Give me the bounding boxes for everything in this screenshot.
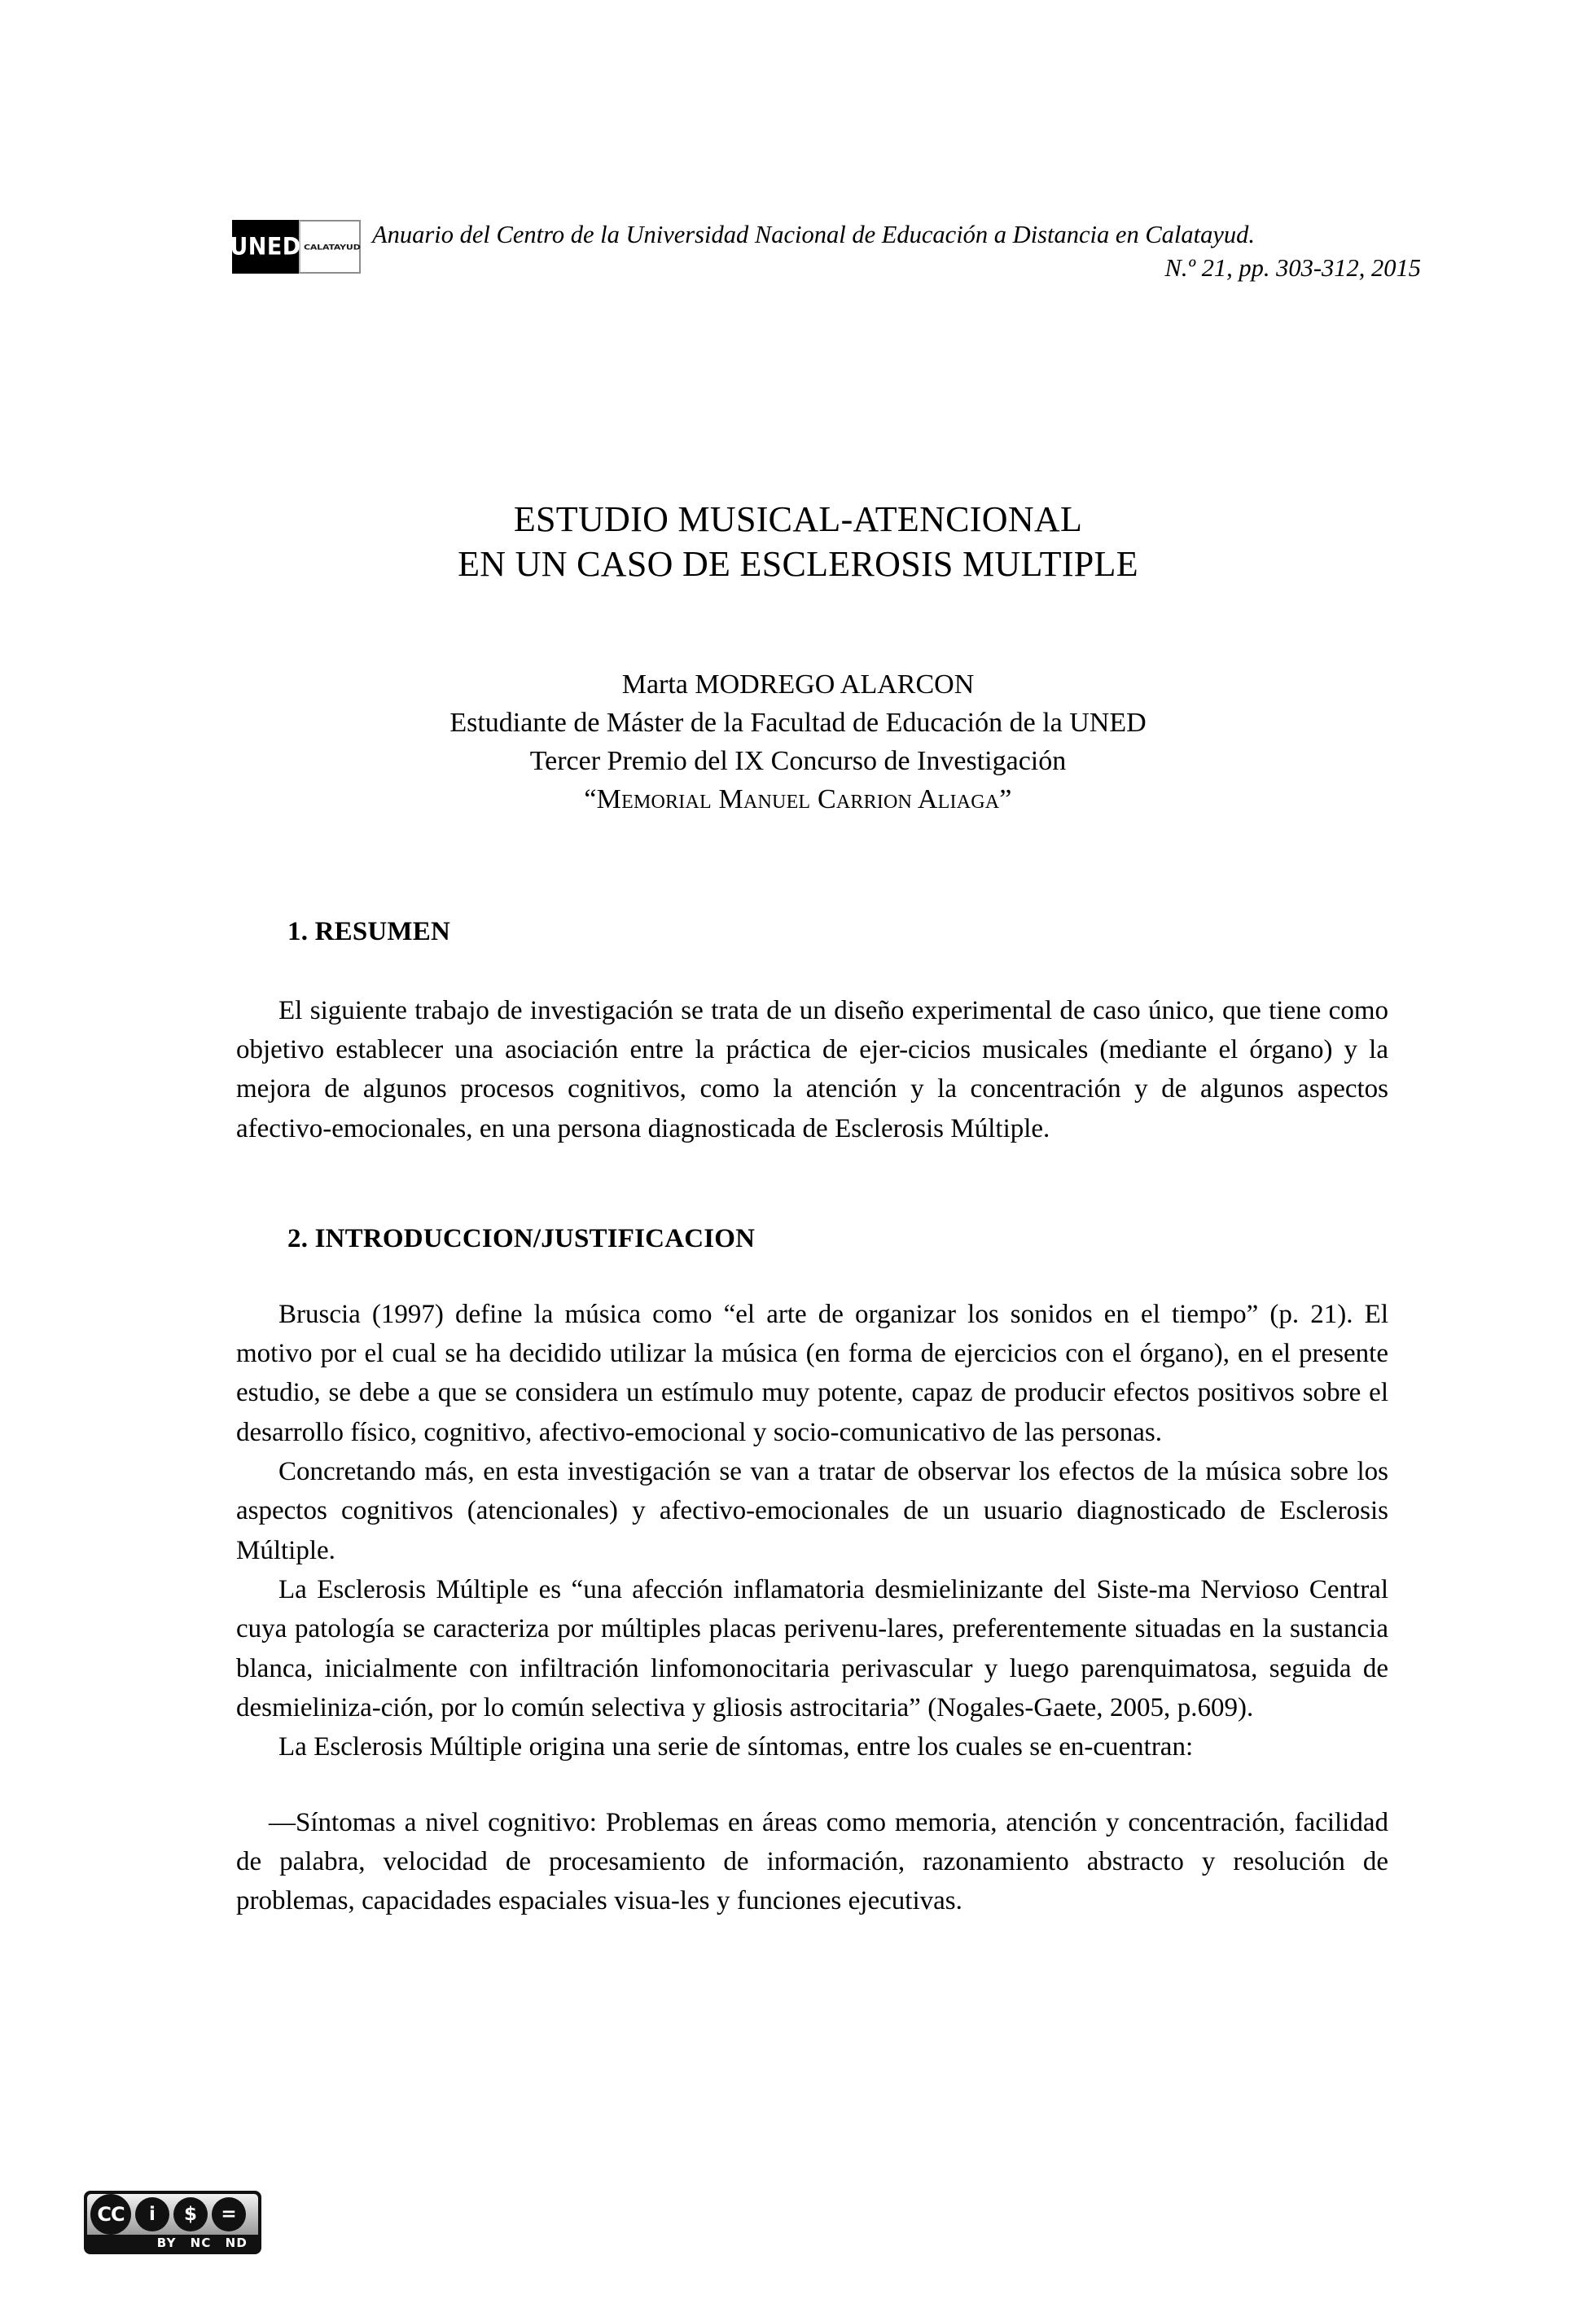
journal-issue-line: N.º 21, pp. 303-312, 2015 [1164, 254, 1421, 283]
cc-label-nd: ND [225, 2236, 248, 2250]
author-affiliation: Estudiante de Máster de la Facultad de Educación de la UNED [449, 707, 1147, 738]
cc-label-nc: NC [190, 2236, 212, 2250]
paragraph-introduccion-2: Concretando más, en esta investigación se van a tratar de observar los efectos de la música sobre los aspectos cognitivos (atencionales) y afectivo-emocionales de un usuario diagnosticado de Esclerosis Múltiple. [236, 1456, 1388, 1565]
creative-commons-badge [84, 2191, 261, 2254]
noderivatives-icon: = [212, 2197, 246, 2231]
journal-title-line: Anuario del Centro de la Universidad Nacional de Educación a Distancia en Calatayud. [372, 221, 1256, 248]
paragraph-introduccion-1: Bruscia (1997) define la música como “el arte de organizar los sonidos en el tiempo” (p. 21). El motivo por el cual se ha decidido utilizar la música (en forma de ejercicios con el órgano), en el presente estudio, se debe a que se considera un estímulo muy potente, capaz de producir efectos positivos sobre el desarrollo físico, cognitivo, afectivo-emocional y socio-comunicativo de las personas. [236, 1299, 1388, 1447]
uned-logo-mark [232, 220, 299, 274]
section-heading-introduccion: 2. INTRODUCCION/JUSTIFICACION [287, 1223, 756, 1253]
cc-label-row [87, 2235, 258, 2251]
uned-logo [232, 220, 361, 274]
creative-commons-icon: CC [90, 2194, 131, 2235]
uned-logo-campus-text: CALATAYUD [304, 242, 361, 252]
paragraph-sintomas-cognitivos: —Síntomas a nivel cognitivo: Problemas en áreas como memoria, atención y concentración, facilidad de palabra, velocidad de procesamiento de información, razonamiento abstracto y resolución de problemas, capacidades espaciales visua-les y funciones ejecutivas. [236, 1807, 1388, 1916]
author-block [187, 666, 1409, 819]
page-title [187, 497, 1409, 587]
uned-logo-campus-box [299, 220, 361, 274]
masthead [232, 218, 1421, 286]
noncommercial-icon: $ [173, 2197, 208, 2231]
paragraph-introduccion-3: La Esclerosis Múltiple es “una afección inflamatoria desmielinizante del Siste-ma Nervioso Central cuya patología se caracteriza por múltiples placas perivenu-lares, preferentemente situadas en la sustancia blanca, inicialmente con infiltración linfomonocitaria perivascular y luego parenquimatosa, seguida de desmieliniza-ción, por lo común selectiva y gliosis astrocitaria” (Nogales-Gaete, 2005, p.609). [236, 1574, 1388, 1722]
author-memorial: “Memorial Manuel Carrion Aliaga” [584, 783, 1012, 814]
cc-label-by: BY [156, 2236, 177, 2250]
page-title-line-2: EN UN CASO DE ESCLEROSIS MULTIPLE [458, 544, 1138, 585]
article-body [236, 916, 1388, 1921]
uned-logo-text: UNED [230, 233, 301, 261]
attribution-icon: i [135, 2197, 169, 2231]
section-heading-resumen: 1. RESUMEN [287, 917, 451, 946]
paragraph-introduccion-4: La Esclerosis Múltiple origina una serie de síntomas, entre los cuales se en-cuentran: [278, 1732, 1194, 1762]
author-award: Tercer Premio del IX Concurso de Investigación [529, 745, 1067, 776]
cc-icon-row [87, 2194, 258, 2235]
author-name: Marta MODREGO ALARCON [621, 669, 975, 700]
journal-citation [361, 218, 1421, 286]
page-title-line-1: ESTUDIO MUSICAL-ATENCIONAL [513, 499, 1083, 539]
paragraph-resumen: El siguiente trabajo de investigación se trata de un diseño experimental de caso único, que tiene como objetivo establecer una asociación entre la práctica de ejer-cicios musicales (mediante el órgano) y la mejora de algunos procesos cognitivos, como la atención y la concentración y de algunos aspectos afectivo-emocionales, en una persona diagnosticada de Esclerosis Múltiple. [236, 995, 1388, 1143]
